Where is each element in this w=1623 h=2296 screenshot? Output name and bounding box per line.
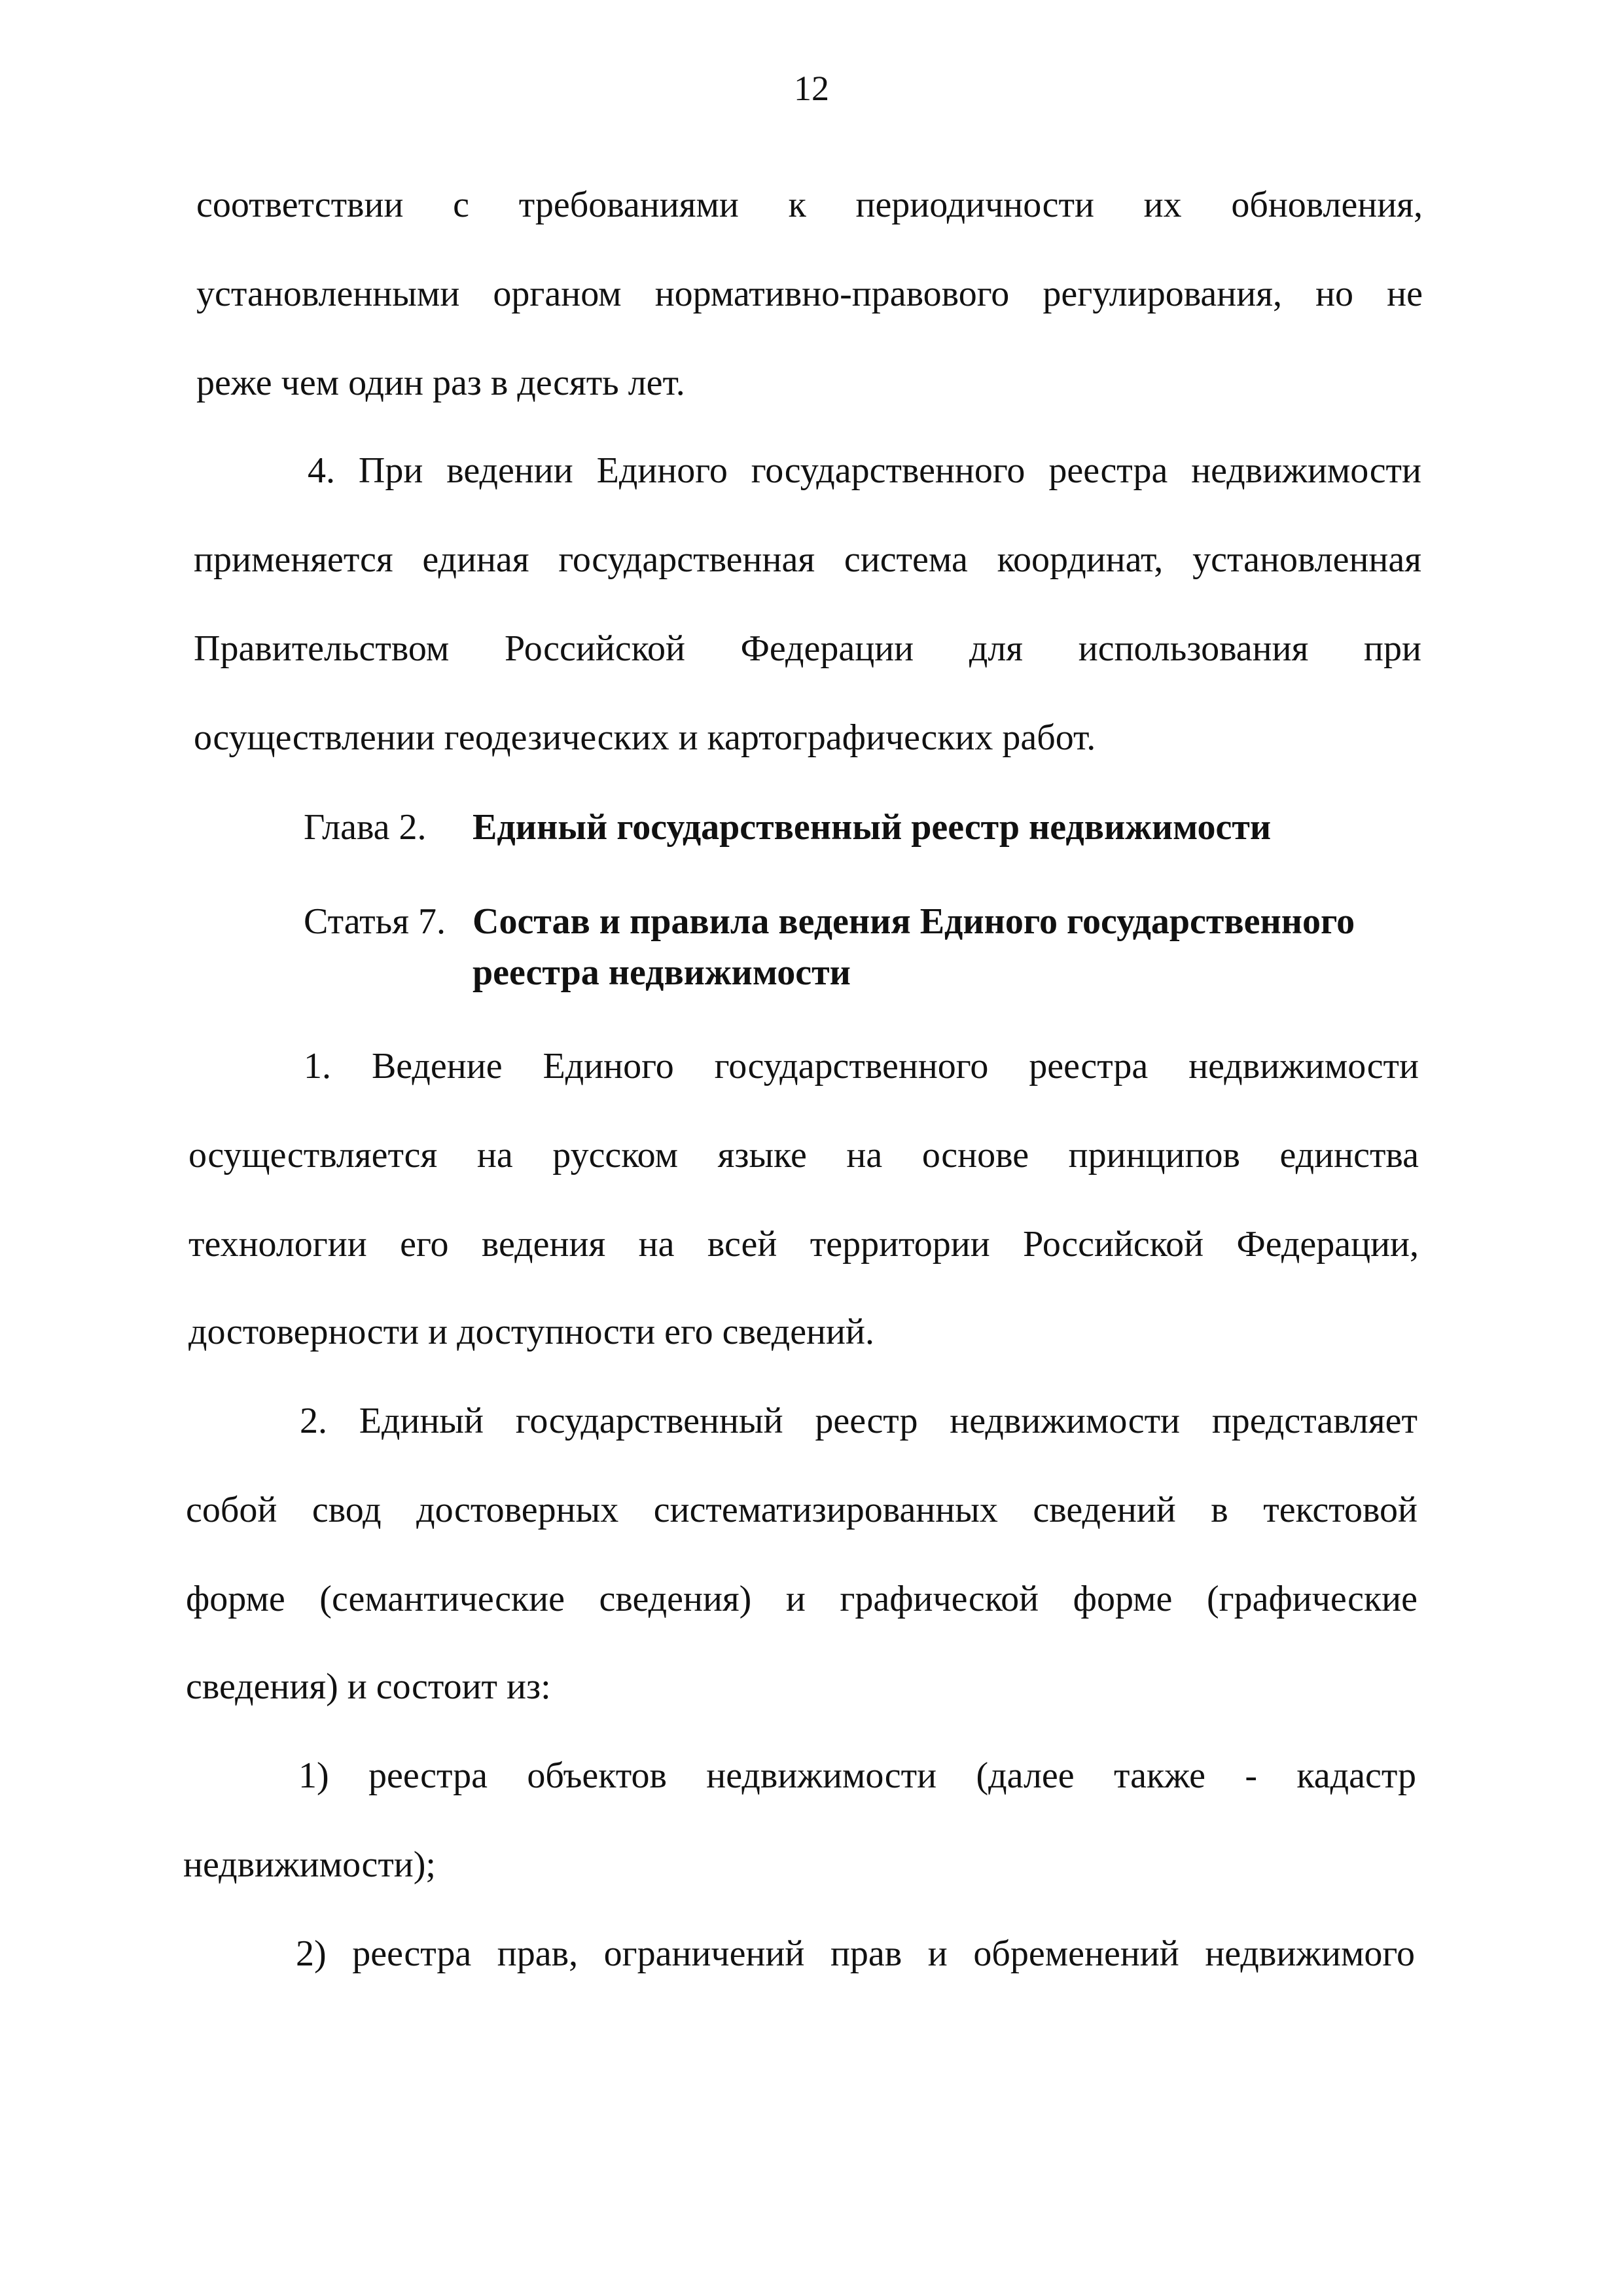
paragraph-line: собой свод достоверных систематизированных сведений в текстовой — [186, 1490, 1418, 1530]
paragraph-line: соответствии с требованиями к периодичности их обновления, — [196, 185, 1423, 225]
article-title-line: реестра недвижимости — [473, 952, 851, 993]
paragraph-line: 1. Ведение Единого государственного реестра недвижимости — [304, 1046, 1419, 1086]
paragraph-line: 4. При ведении Единого государственного реестра недвижимости — [308, 450, 1421, 491]
paragraph-line: применяется единая государственная система координат, установленная — [194, 539, 1421, 580]
paragraph-line: 1) реестра объектов недвижимости (далее также - кадастр — [298, 1755, 1416, 1796]
paragraph-line: недвижимости); — [183, 1844, 436, 1885]
article-title-line: Состав и правила ведения Единого государственного — [473, 901, 1355, 942]
page-number: 12 — [794, 69, 829, 108]
paragraph-line: технологии его ведения на всей территории Российской Федерации, — [188, 1224, 1419, 1265]
chapter-title: Единый государственный реестр недвижимости — [473, 807, 1272, 848]
paragraph-line: осуществляется на русском языке на основе принципов единства — [188, 1135, 1419, 1175]
paragraph-line: реже чем один раз в десять лет. — [196, 363, 685, 403]
paragraph-line: 2) реестра прав, ограничений прав и обременений недвижимого — [296, 1933, 1415, 1974]
chapter-label: Глава 2. — [304, 807, 427, 848]
paragraph-line: 2. Единый государственный реестр недвижимости представляет — [300, 1401, 1418, 1441]
paragraph-line: достоверности и доступности его сведений. — [188, 1312, 874, 1352]
paragraph-line: сведения) и состоит из: — [186, 1666, 551, 1707]
paragraph-line: установленными органом нормативно-правового регулирования, но не — [196, 274, 1423, 314]
paragraph-line: Правительством Российской Федерации для использования при — [194, 628, 1421, 669]
paragraph-line: осуществлении геодезических и картографических работ. — [194, 717, 1096, 758]
article-label: Статья 7. — [304, 901, 446, 942]
paragraph-line: форме (семантические сведения) и графической форме (графические — [186, 1579, 1418, 1619]
